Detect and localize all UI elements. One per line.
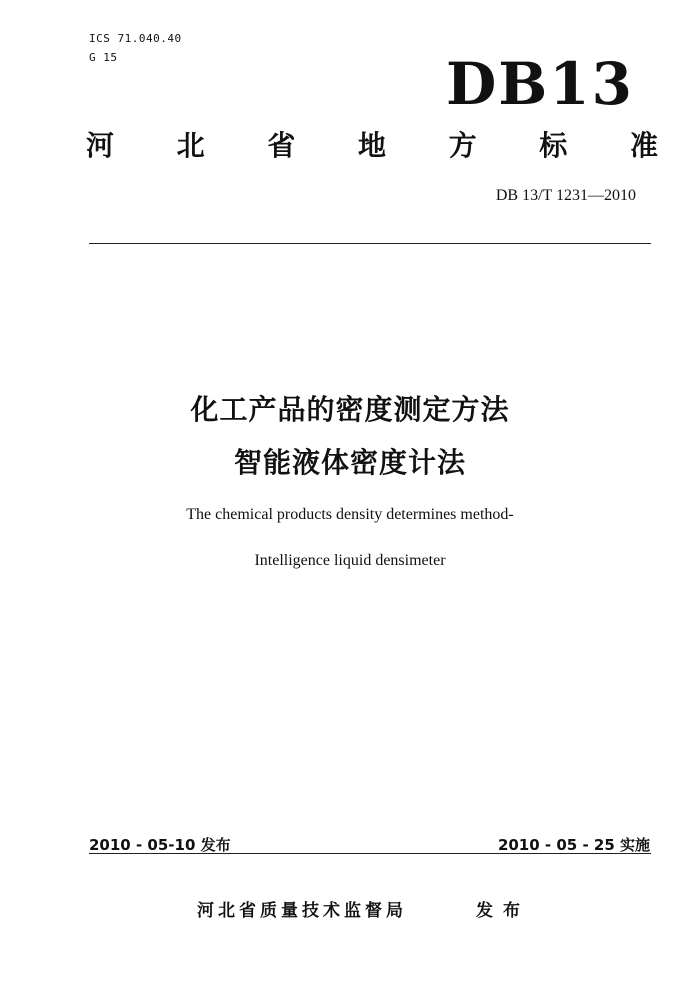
title-english-line-2: Intelligence liquid densimeter [254,552,446,569]
classification-code: G 15 [89,51,118,64]
db13-logo: DB13 [445,50,634,118]
heading-char: 方 [448,129,477,162]
bottom-divider [89,853,651,854]
title-english-line-1: The chemical products density determines method- [186,506,514,523]
publish-label: 发布 [476,901,530,921]
heading-char: 准 [629,129,658,162]
heading-char: 北 [176,129,205,162]
heading-char: 河 [86,129,115,162]
issue-date: 2010 - 05-10 发布 [89,836,231,854]
implementation-date: 2010 - 05 - 25 实施 [497,836,650,854]
ics-code: ICS 71.040.40 [89,32,182,45]
standard-number: DB 13/T 1231—2010 [495,187,636,204]
provincial-standard-heading [86,129,658,162]
heading-char: 标 [539,129,568,162]
publisher-name: 河北省质量技术监督局 [197,901,407,921]
title-chinese-line-2: 智能液体密度计法 [233,446,466,479]
top-divider [89,243,651,244]
title-chinese-line-1: 化工产品的密度测定方法 [190,393,510,426]
heading-char: 地 [357,129,386,162]
heading-char: 省 [267,129,296,162]
